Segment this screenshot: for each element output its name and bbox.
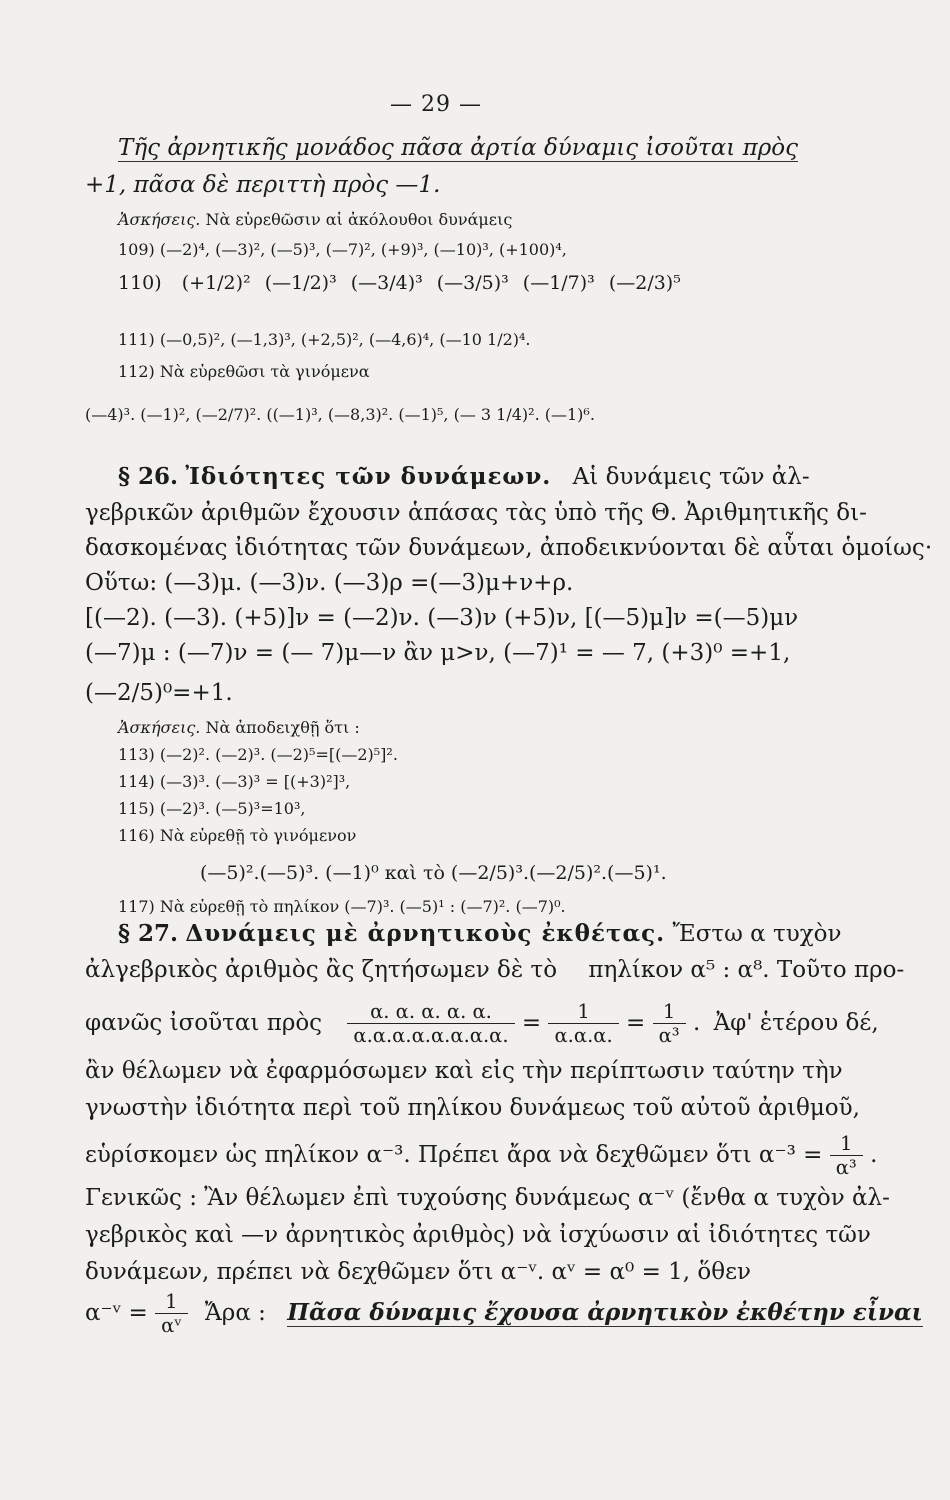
exercise-110-term: (—3/5)³: [436, 272, 509, 294]
exercises-label: Ἀσκήσεις.: [118, 210, 201, 229]
fraction-1-denominator: α.α.α.α.α.α.α.α.: [347, 1023, 514, 1047]
exercises-b-label: Ἀσκήσεις.: [118, 718, 201, 737]
section-27-text-10c: Πᾶσα δύναμις ἔχουσα ἀρνητικὸν ἐκθέτην εἶναι: [287, 1298, 923, 1326]
fraction-2-denominator: α.α.α.: [548, 1023, 618, 1047]
section-27-text-10: [85, 1290, 923, 1338]
exercises-a-header: [118, 210, 512, 229]
section-27-text-5: γνωστὴν ἰδιότητα περὶ τοῦ πηλίκου δυνάμεως τοῦ αὐτοῦ ἀριθμοῦ,: [85, 1095, 860, 1121]
exercise-116-terms: (—5)².(—5)³. (—1)⁰ καὶ τὸ (—2/5)³.(—2/5)².(—5)¹.: [200, 862, 667, 884]
section-26-text-7: (—2/5)⁰=+1.: [85, 680, 233, 706]
section-26-text-6: (—7)μ : (—7)ν = (— 7)μ—ν ἂν μ>ν, (—7)¹ = — 7, (+3)⁰ =+1,: [85, 640, 791, 666]
exercise-110-term: (+1/2)²: [181, 272, 251, 294]
exercise-117: 117) Νὰ εὑρεθῇ τὸ πηλίκον (—7)³. (—5)¹ : (—7)². (—7)⁰.: [118, 897, 566, 916]
fraction-1-numerator: α. α. α. α. α.: [370, 1000, 492, 1023]
section-27-text-9: δυνάμεων, πρέπει νὰ δεχθῶμεν ὅτι α⁻ᵛ. αᵛ = α⁰ = 1, ὅθεν: [85, 1259, 752, 1285]
fraction-3-denominator: α³: [653, 1023, 686, 1047]
section-27-text-10b: Ἄρα :: [204, 1299, 266, 1326]
fraction-1: [347, 1000, 514, 1048]
exercise-112-terms: (—4)³. (—1)², (—2/7)². ((—1)³, (—8,3)². (—1)⁵, (— 3 1/4)². (—1)⁶.: [85, 405, 595, 424]
section-27-text-6: εὑρίσκομεν ὡς πηλίκον α⁻³. Πρέπει ἄρα νὰ δεχθῶμεν ὅτι α⁻³ = $\frac{1}{\text{α³}}$ .: [85, 1132, 878, 1180]
section-27-text-3a: φανῶς ἰσοῦται πρὸς: [85, 1009, 323, 1036]
section-27-text-4: ἂν θέλωμεν νὰ ἐφαρμόσωμεν καὶ εἰς τὴν περίπτωσιν ταύτην τὴν: [85, 1058, 843, 1084]
section-27-text-2: [85, 957, 904, 983]
section-26-text-4: Οὕτω: (—3)μ. (—3)ν. (—3)ρ =(—3)μ+ν+ρ.: [85, 570, 574, 596]
section-27-heading: [118, 920, 842, 947]
fraction-2-numerator: 1: [577, 1000, 590, 1023]
section-26-text-5: [(—2). (—3). (+5)]ν = (—2)ν. (—3)ν (+5)ν, [(—5)μ]ν =(—5)μν: [85, 605, 799, 631]
exercises-intro: Νὰ εὑρεθῶσιν αἱ ἀκόλουθοι δυνάμεις: [205, 210, 513, 229]
fraction-5-denominator: αᵛ: [155, 1313, 187, 1337]
section-26-number: § 26.: [118, 463, 179, 490]
section-27-fraction-line: φανῶς ἰσοῦται πρὸς $\frac{\alpha. \alpha. \alpha. \alpha. \alpha.}{\alpha.\alpha.\alpha.\alpha.\alpha.\alpha.\alpha.\alpha.}$ = $\frac{1}{\alpha.\alpha.\alpha.}$ = $\frac{1}{\text{α³}}$ . Ἀφ' ἑτέρου δέ,: [85, 1000, 879, 1048]
exercise-111: 111) (—0,5)², (—1,3)³, (+2,5)², (—4,6)⁴, (—10 1/2)⁴.: [118, 330, 531, 349]
exercises-b-intro: Νὰ ἀποδειχθῇ ὅτι :: [205, 718, 360, 737]
exercise-110-term: (—3/4)³: [350, 272, 423, 294]
exercise-113: 113) (—2)². (—2)³. (—2)⁵=[(—2)⁵]².: [118, 745, 398, 764]
section-27-text-6a: εὑρίσκομεν ὡς πηλίκον α⁻³. Πρέπει ἄρα νὰ δεχθῶμεν ὅτι α⁻³ =: [85, 1141, 823, 1168]
fraction-5-numerator: 1: [165, 1290, 178, 1313]
fraction-3-numerator: 1: [662, 1000, 676, 1023]
exercise-110-term: (—1/7)³: [522, 272, 595, 294]
section-26-text-1: Αἱ δυνάμεις τῶν ἀλ-: [572, 464, 810, 490]
section-27-title: Δυνάμεις μὲ ἀρνητικοὺς ἐκθέτας.: [185, 920, 666, 947]
section-26-title: Ἰδιότητες τῶν δυνάμεων.: [185, 463, 552, 490]
page-number: — 29 —: [390, 92, 482, 117]
exercise-109: 109) (—2)⁴, (—3)², (—5)³, (—7)², (+9)³, (—10)³, (+100)⁴,: [118, 240, 567, 259]
fraction-3: [653, 1000, 686, 1048]
exercise-110: [118, 272, 681, 294]
section-27-text-1: Ἔστω α τυχὸν: [672, 921, 842, 947]
rule-text-1: Τῆς ἀρνητικῆς μονάδος πᾶσα ἀρτία δύναμις ἰσοῦται πρὸς: [118, 135, 798, 161]
section-26-text-3: δασκομένας ἰδιότητας τῶν δυνάμεων, ἀποδεικνύονται δὲ αὗται ὁμοίως·: [85, 535, 933, 561]
exercise-114: 114) (—3)³. (—3)³ = [(+3)²]³,: [118, 772, 351, 791]
exercises-b-header: [118, 718, 360, 737]
exercise-112: 112) Νὰ εὑρεθῶσι τὰ γινόμενα: [118, 362, 370, 381]
exercise-115: 115) (—2)³. (—5)³=10³,: [118, 799, 306, 818]
section-26-heading: [118, 463, 810, 490]
section-27-text-10a: α⁻ᵛ =: [85, 1299, 148, 1326]
exercise-116: 116) Νὰ εὑρεθῇ τὸ γινόμενον: [118, 826, 357, 845]
exercise-110-label: 110): [118, 272, 162, 294]
section-27-text-8: γεβρικὸς καὶ —ν ἀρνητικὸς ἀριθμὸς) νὰ ἰσχύωσιν αἱ ἰδιότητες τῶν: [85, 1222, 871, 1248]
fraction-2: [548, 1000, 618, 1048]
fraction-4: [830, 1132, 863, 1180]
fraction-5: [155, 1290, 187, 1338]
section-27-number: § 27.: [118, 920, 179, 947]
rule-line-1: [118, 135, 798, 161]
section-26-text-2: γεβρικῶν ἀριθμῶν ἔχουσιν ἁπάσας τὰς ὑπὸ τῆς Θ. Ἀριθμητικῆς δι-: [85, 500, 867, 526]
fraction-4-numerator: 1: [840, 1132, 853, 1155]
section-27-text-3b: Ἀφ' ἑτέρου δέ,: [713, 1009, 879, 1036]
section-27-text-7: Γενικῶς : Ἂν θέλωμεν ἐπὶ τυχούσης δυνάμεως α⁻ᵛ (ἔνθα α τυχὸν ἀλ-: [85, 1185, 890, 1211]
fraction-4-denominator: α³: [830, 1155, 863, 1179]
exercise-110-terms: [168, 272, 681, 294]
rule-line-2: +1, πᾶσα δὲ περιττὴ πρὸς —1.: [85, 172, 441, 198]
exercise-110-term: (—1/2)³: [264, 272, 337, 294]
section-27-text-2b: πηλίκον α⁵ : α⁸. Τοῦτο προ-: [588, 957, 905, 983]
section-27-text-2a: ἀλγεβρικὸς ἀριθμὸς ἂς ζητήσωμεν δὲ τὸ: [85, 957, 558, 983]
exercise-110-term: (—2/3)⁵: [608, 272, 681, 294]
